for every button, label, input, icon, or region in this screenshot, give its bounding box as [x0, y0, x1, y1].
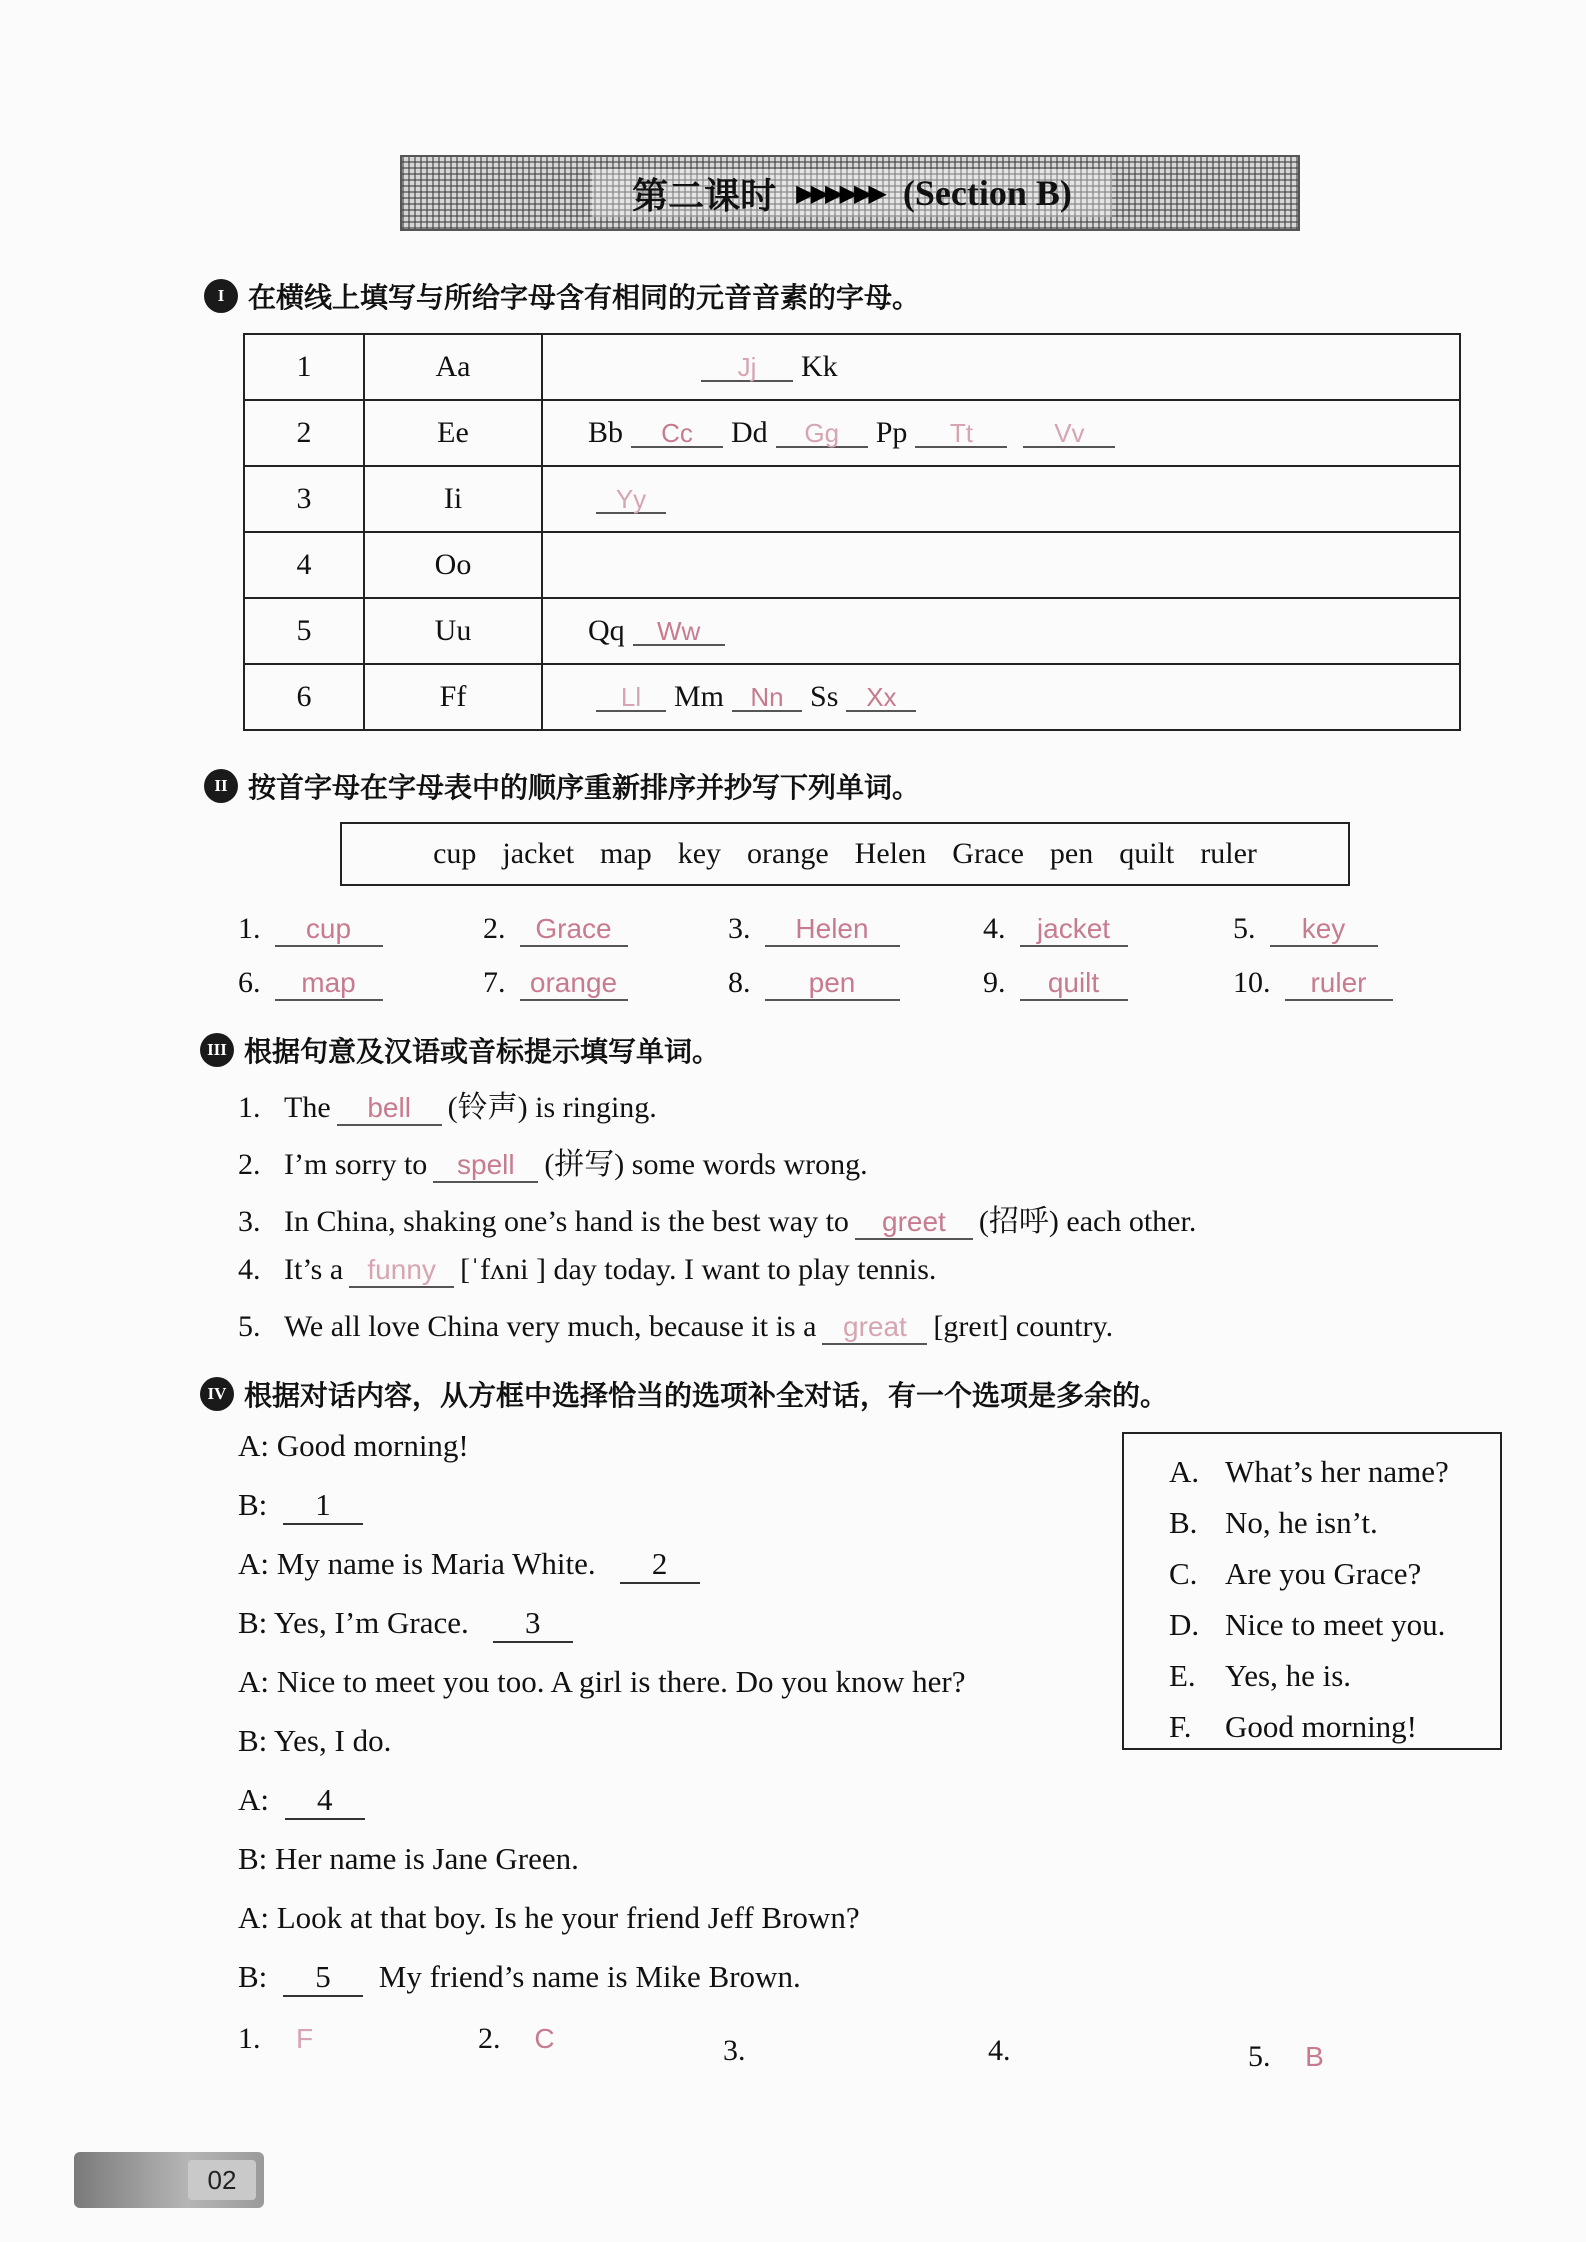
speaker: A:	[238, 1900, 277, 1935]
item-number: 1.	[238, 2022, 261, 2055]
item-number: 6.	[238, 966, 261, 999]
section-2-heading	[204, 766, 920, 806]
item-number: 1.	[238, 1091, 261, 1124]
dialogue-text: Nice to meet you too. A girl is there. Do you know her?	[276, 1664, 966, 1699]
sentence-after: (拼写) some words wrong.	[544, 1148, 868, 1181]
row-answers	[542, 532, 1460, 598]
section-1-number: I	[204, 279, 238, 313]
sentence-before: In China, shaking one’s hand is the best way to	[284, 1205, 849, 1238]
sentence-after: (铃声) is ringing.	[447, 1091, 657, 1124]
word-item: cup	[433, 837, 477, 870]
sentence	[238, 1082, 657, 1126]
item-number: 5.	[238, 1310, 261, 1343]
given-letter: Dd	[731, 416, 768, 449]
dialogue-line	[238, 1723, 391, 1759]
word-item: Helen	[854, 837, 927, 870]
sentence	[238, 1139, 868, 1183]
row-answers	[542, 334, 1460, 400]
speaker: B:	[238, 1487, 276, 1522]
option-text: No, he isn’t.	[1225, 1505, 1378, 1540]
answer-blank[interactable]: Yy	[596, 484, 666, 514]
item-number: 4.	[238, 1253, 261, 1286]
sort-answer-item	[983, 912, 1128, 947]
table-row	[244, 532, 1460, 598]
speaker: A:	[238, 1546, 277, 1581]
row-number: 5	[244, 598, 364, 664]
sort-answer-item	[483, 966, 628, 1001]
table-row	[244, 400, 1460, 466]
section-4-instruction: 根据对话内容，从方框中选择恰当的选项补全对话，有一个选项是多余的。	[244, 1379, 1169, 1412]
dialogue-line	[238, 1959, 801, 1997]
item-number: 2.	[483, 912, 506, 945]
answer-blank[interactable]: orange	[520, 967, 628, 1001]
dialogue-answers	[238, 2022, 1438, 2082]
word-box	[340, 822, 1350, 886]
given-letter: Pp	[875, 416, 908, 449]
item-number: 3.	[723, 2034, 746, 2067]
option-item	[1169, 1446, 1500, 1497]
dialogue-line	[238, 1428, 469, 1464]
dialogue-line	[238, 1900, 860, 1936]
word-item: map	[600, 837, 652, 870]
item-number: 3.	[728, 912, 751, 945]
dialogue-line	[238, 1782, 365, 1820]
section-4-heading	[200, 1374, 1168, 1414]
answer-blank[interactable]: pen	[765, 967, 900, 1001]
row-letter: Ii	[364, 466, 542, 532]
sort-answer-item	[728, 912, 900, 947]
answer-blank[interactable]: F	[295, 2023, 314, 2054]
sort-answer-item	[238, 912, 383, 947]
answer-blank[interactable]: map	[275, 967, 383, 1001]
row-number: 3	[244, 466, 364, 532]
item-number: 2.	[238, 1148, 261, 1181]
option-letter: E.	[1169, 1658, 1196, 1693]
dialogue-text: Yes, I do.	[273, 1723, 392, 1758]
dialogue-blank[interactable]: 4	[285, 1782, 365, 1820]
option-letter: D.	[1169, 1607, 1200, 1642]
option-item	[1169, 1497, 1500, 1548]
word-item: jacket	[502, 837, 575, 870]
dialogue-text: Good morning!	[276, 1428, 469, 1463]
row-answers	[542, 598, 1460, 664]
answer-blank[interactable]: Jj	[701, 352, 793, 382]
table-row	[244, 664, 1460, 730]
sentence-before: It’s a	[284, 1253, 344, 1286]
dialogue-answer-item	[478, 2022, 575, 2057]
dialogue-blank[interactable]: 3	[493, 1605, 573, 1643]
answer-blank[interactable]: greet	[855, 1206, 973, 1240]
option-letter: C.	[1169, 1556, 1198, 1591]
answer-blank[interactable]	[760, 2058, 820, 2060]
speaker: A:	[238, 1664, 277, 1699]
answer-blank[interactable]: C	[534, 2023, 555, 2054]
option-letter: F.	[1169, 1709, 1192, 1744]
word-item: key	[677, 837, 722, 870]
table-row	[244, 466, 1460, 532]
dialogue-answer-item	[988, 2034, 1085, 2068]
row-answers	[542, 400, 1460, 466]
dialogue-text: Her name is Jane Green.	[275, 1841, 579, 1876]
row-number: 2	[244, 400, 364, 466]
dialogue-text: Yes, I’m Grace.	[273, 1605, 469, 1640]
dialogue-text: My name is Maria White.	[276, 1546, 596, 1581]
answer-blank[interactable]: Grace	[520, 913, 628, 947]
answer-blank[interactable]: Ll	[596, 682, 666, 712]
row-answers	[542, 664, 1460, 730]
option-item	[1169, 1701, 1500, 1752]
speaker: A:	[238, 1782, 277, 1817]
answer-blank[interactable]: Tt	[915, 418, 1007, 448]
row-letter: Uu	[364, 598, 542, 664]
row-letter: Aa	[364, 334, 542, 400]
dialogue-text-after: My friend’s name is Mike Brown.	[371, 1959, 801, 1994]
item-number: 9.	[983, 966, 1006, 999]
answer-blank[interactable]: quilt	[1020, 967, 1128, 1001]
word-item: ruler	[1200, 837, 1257, 870]
dialogue-line	[238, 1664, 966, 1700]
dialogue-line	[238, 1546, 700, 1584]
answer-blank[interactable]: Helen	[765, 913, 900, 947]
section-2-number: II	[204, 769, 238, 803]
sort-answer-item	[238, 966, 383, 1001]
dialogue-line	[238, 1841, 579, 1877]
section-3-heading	[200, 1030, 720, 1070]
sort-answer-item	[728, 966, 900, 1001]
dialogue-blank[interactable]: 5	[283, 1959, 363, 1997]
dialogue-line	[238, 1487, 363, 1525]
row-answers	[542, 466, 1460, 532]
option-item	[1169, 1650, 1500, 1701]
sentence-before: I’m sorry to	[284, 1148, 428, 1181]
dialogue-blank[interactable]: 1	[283, 1487, 363, 1525]
answer-blank[interactable]: ruler	[1285, 967, 1393, 1001]
option-text: What’s her name?	[1225, 1454, 1449, 1489]
section-label: (Section B)	[902, 173, 1072, 213]
section-4-number: IV	[200, 1377, 234, 1411]
dialogue-answer-item	[1248, 2040, 1345, 2075]
answer-blank[interactable]: bell	[337, 1092, 442, 1126]
section-3-instruction: 根据句意及汉语或音标提示填写单词。	[244, 1035, 721, 1068]
sort-answer-item	[1233, 966, 1393, 1001]
option-text: Are you Grace?	[1225, 1556, 1422, 1591]
given-letter: Kk	[801, 350, 838, 383]
given-letter: Mm	[674, 680, 725, 713]
row-letter: Ff	[364, 664, 542, 730]
answer-blank[interactable]: spell	[433, 1149, 538, 1183]
word-item: orange	[747, 837, 829, 870]
item-number: 4.	[983, 912, 1006, 945]
option-text: Yes, he is.	[1225, 1658, 1352, 1693]
answer-blank[interactable]: great	[822, 1311, 927, 1345]
option-letter: A.	[1169, 1454, 1200, 1489]
answer-blank[interactable]: funny	[349, 1254, 454, 1288]
item-number: 5.	[1233, 912, 1256, 945]
speaker: B:	[238, 1841, 276, 1876]
option-item	[1169, 1548, 1500, 1599]
item-number: 3.	[238, 1205, 261, 1238]
item-number: 10.	[1233, 966, 1271, 999]
given-letter: Qq	[588, 614, 625, 647]
page-number: 02	[188, 2160, 256, 2200]
option-text: Nice to meet you.	[1225, 1607, 1446, 1642]
section-3-number: III	[200, 1033, 234, 1067]
section-1-instruction: 在横线上填写与所给字母含有相同的元音音素的字母。	[248, 281, 921, 314]
option-text: Good morning!	[1225, 1709, 1418, 1744]
sentence-after: [ˈfʌni ] day today. I want to play tennis.	[460, 1253, 937, 1286]
answer-blank[interactable]: Ww	[633, 616, 725, 646]
dialogue-blank[interactable]: 2	[620, 1546, 700, 1584]
answer-blank[interactable]: key	[1270, 913, 1378, 947]
word-item: Grace	[952, 837, 1024, 870]
sentence-after: [greɪt] country.	[933, 1310, 1114, 1343]
banner-title-block	[592, 169, 1112, 217]
dialogue-text: Look at that boy. Is he your friend Jeff Brown?	[276, 1900, 860, 1935]
sentence-before: The	[284, 1091, 331, 1124]
section-1-heading	[204, 276, 920, 316]
speaker: B:	[238, 1723, 274, 1758]
dialogue-answer-item	[723, 2034, 820, 2068]
table-row	[244, 334, 1460, 400]
speaker: A:	[238, 1428, 277, 1463]
row-number: 4	[244, 532, 364, 598]
sentence	[238, 1253, 936, 1288]
section-banner	[400, 155, 1300, 231]
sort-answer-item	[1233, 912, 1378, 947]
sentence	[238, 1310, 1113, 1345]
answer-blank[interactable]: Vv	[1023, 418, 1115, 448]
dialogue-line	[238, 1605, 573, 1643]
dialogue-answer-item	[238, 2022, 335, 2057]
section-2-instruction: 按首字母在字母表中的顺序重新排序并抄写下列单词。	[248, 771, 921, 804]
given-letter: Bb	[588, 416, 624, 449]
answer-blank[interactable]	[1025, 2058, 1085, 2060]
speaker: B:	[238, 1605, 274, 1640]
option-box	[1122, 1432, 1502, 1750]
answer-blank[interactable]: cup	[275, 913, 383, 947]
table-row	[244, 598, 1460, 664]
answer-blank[interactable]: Cc	[631, 418, 723, 448]
answer-blank[interactable]: Nn	[732, 682, 802, 712]
letter-table	[243, 333, 1461, 731]
word-item: pen	[1049, 837, 1094, 870]
answer-blank[interactable]: B	[1305, 2041, 1324, 2072]
sort-answer-item	[983, 966, 1128, 1001]
item-number: 4.	[988, 2034, 1011, 2067]
option-letter: B.	[1169, 1505, 1198, 1540]
item-number: 2.	[478, 2022, 501, 2055]
item-number: 5.	[1248, 2040, 1271, 2073]
row-number: 6	[244, 664, 364, 730]
row-number: 1	[244, 334, 364, 400]
answer-blank[interactable]: Xx	[846, 682, 916, 712]
speaker: B:	[238, 1959, 276, 1994]
sort-answer-item	[483, 912, 628, 947]
answer-blank[interactable]: jacket	[1020, 913, 1128, 947]
lesson-title: 第二课时	[632, 175, 777, 217]
item-number: 8.	[728, 966, 751, 999]
given-letter: Ss	[810, 680, 839, 713]
arrows-decoration: ▶▶▶▶▶▶	[796, 181, 883, 207]
sentence-before: We all love China very much, because it is a	[284, 1310, 817, 1343]
sentence-after: (招呼) each other.	[978, 1205, 1197, 1238]
sentence	[238, 1196, 1196, 1240]
word-item: quilt	[1119, 837, 1175, 870]
row-letter: Oo	[364, 532, 542, 598]
row-letter: Ee	[364, 400, 542, 466]
item-number: 7.	[483, 966, 506, 999]
answer-blank[interactable]: Gg	[776, 418, 868, 448]
item-number: 1.	[238, 912, 261, 945]
option-item	[1169, 1599, 1500, 1650]
